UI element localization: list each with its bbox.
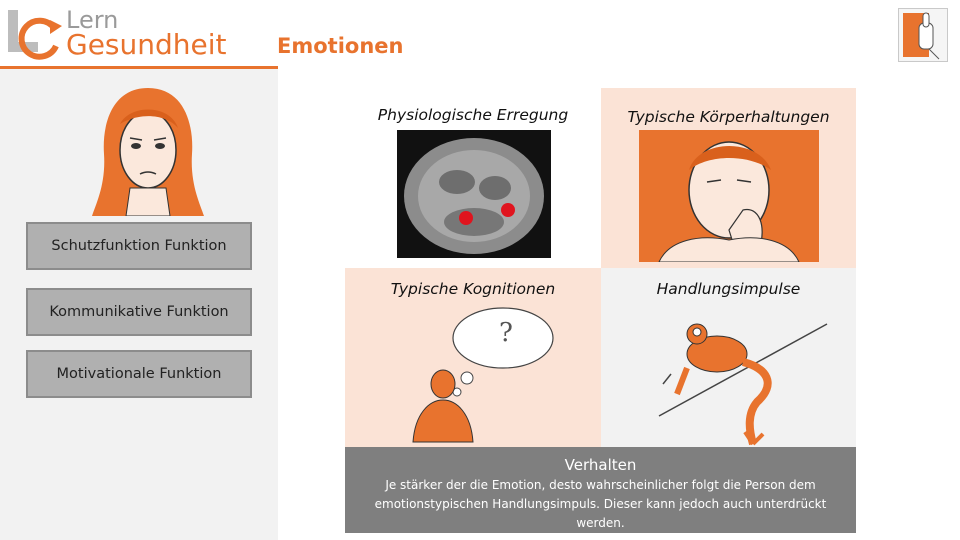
- verhalten-text: Je stärker der die Emotion, desto wahrscheinlicher folgt die Person dem emotionstypischen Handlungsimpuls. Dieser kann jedoch auch unterdrückt werden.: [374, 478, 827, 530]
- frog-jumping-image: [657, 304, 829, 446]
- cell-kognitionen: [345, 268, 601, 447]
- cell-koerperhaltungen: [601, 88, 856, 268]
- worried-person-image: [639, 130, 819, 262]
- kommunikative-funktion-button[interactable]: Kommunikative Funktion: [26, 288, 252, 336]
- cell-label-handlung: Handlungsimpulse: [656, 280, 801, 298]
- thumbs-up-icon: [898, 8, 948, 62]
- page-title: Emotionen: [277, 34, 404, 58]
- question-mark-icon: ?: [499, 318, 513, 348]
- verhalten-title: Verhalten: [564, 456, 637, 474]
- woman-portrait-image: [90, 84, 206, 216]
- motivationale-funktion-button[interactable]: Motivationale Funktion: [26, 350, 252, 398]
- verhalten-box: [345, 447, 856, 533]
- cell-label-kognition: Typische Kognitionen: [390, 280, 556, 298]
- logo-text-gesundheit: Gesundheit: [66, 28, 227, 61]
- schutzfunktion-button[interactable]: Schutzfunktion Funktion: [26, 222, 252, 270]
- logo: [6, 4, 246, 64]
- cell-physiologische-erregung: [345, 88, 601, 268]
- brain-scan-image: [397, 130, 551, 258]
- header-accent-line: [0, 66, 278, 69]
- logo-mark-icon: [6, 4, 66, 64]
- logo-text-lern: Lern: [66, 6, 119, 34]
- thinking-person-image: [405, 304, 555, 444]
- cell-label-physiologisch: Physiologische Erregung: [377, 106, 569, 124]
- cell-label-koerper: Typische Körperhaltungen: [627, 108, 830, 126]
- cell-handlungsimpulse: [601, 268, 856, 447]
